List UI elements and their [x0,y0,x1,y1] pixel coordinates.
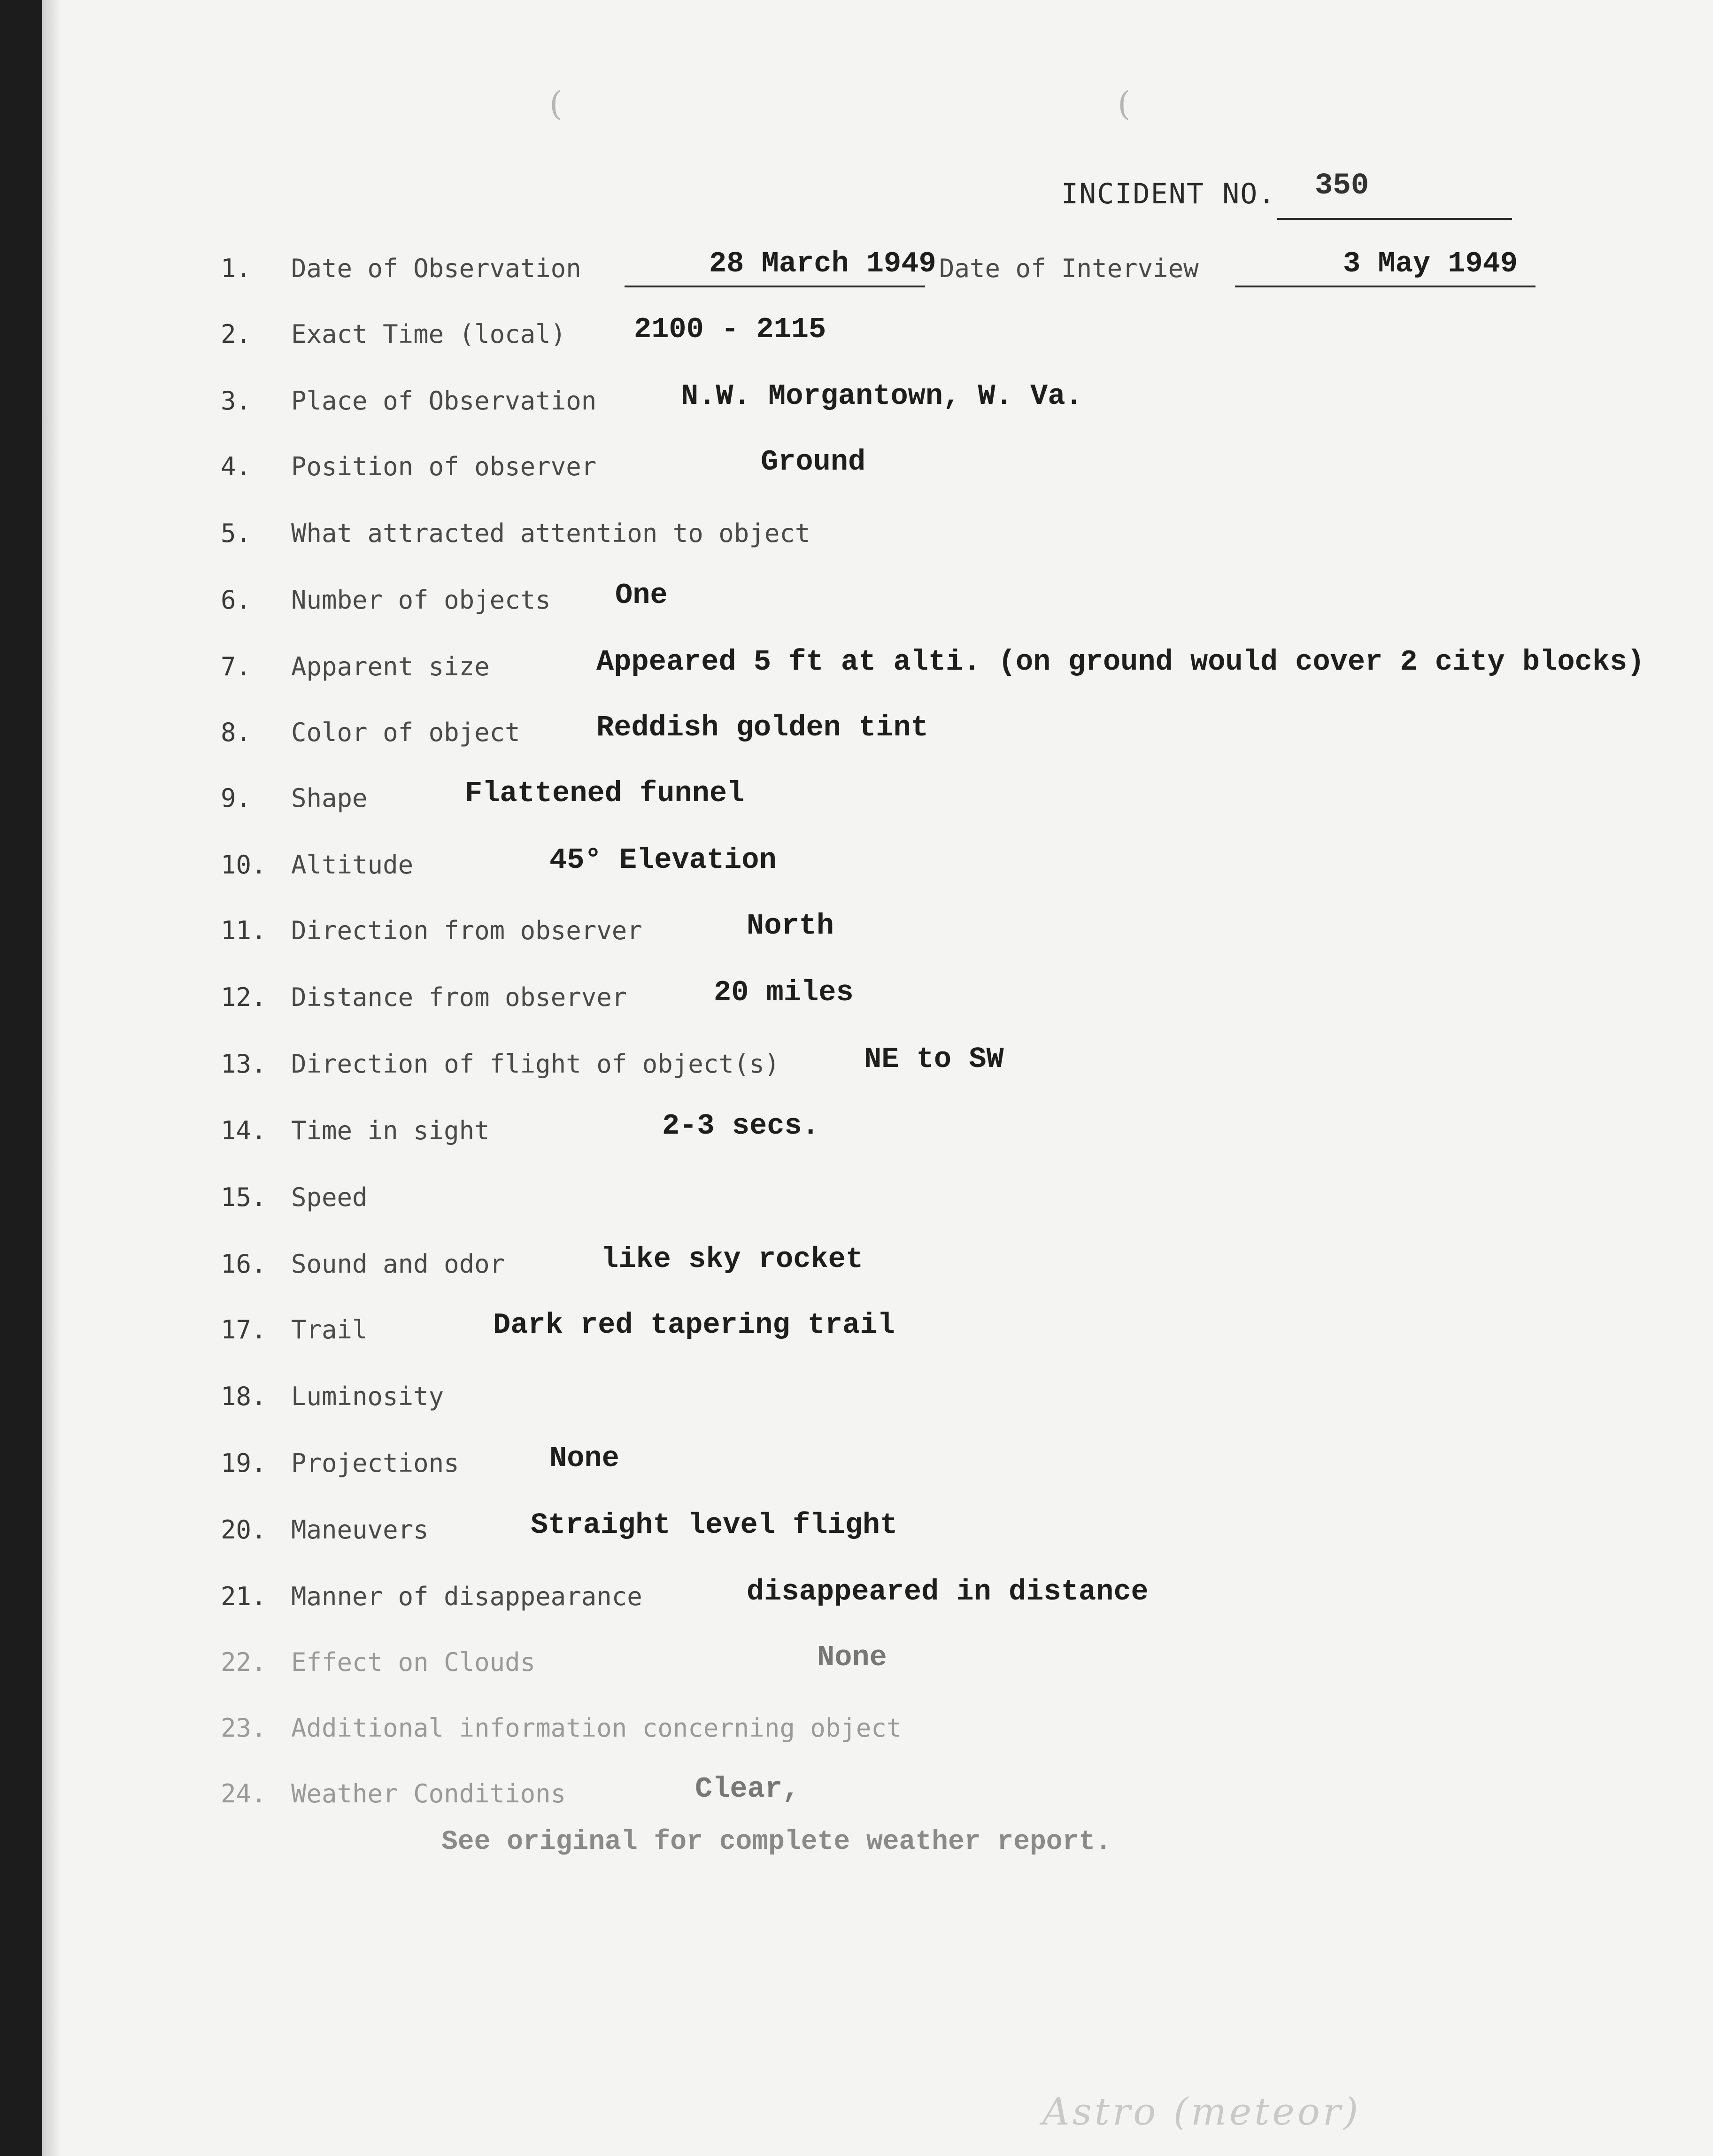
item-number: 12. [221,982,267,1012]
item-value: Appeared 5 ft at alti. (on ground would cover 2 city blocks) [596,645,1645,679]
item-value: North [747,909,834,943]
item-label: Manner of disappearance [291,1582,642,1611]
item-label: Position of observer [291,452,597,481]
incident-number: 350 [1277,169,1512,220]
form-row-4 [221,445,1676,499]
item-label: Maneuvers [291,1515,429,1545]
item-label: Color of object [291,718,520,747]
item-label-secondary: Date of Interview [939,254,1199,283]
item-label: Projections [291,1448,459,1478]
item-value: 2100 - 2115 [634,313,826,346]
item-value: Flattened funnel [465,777,745,810]
item-label: Additional information concerning object [291,1713,902,1743]
item-label: Weather Conditions [291,1779,566,1808]
item-number: 13. [221,1049,267,1079]
item-value: Straight level flight [531,1508,898,1542]
item-value: 2-3 secs. [662,1109,819,1143]
document-page [42,0,1713,2156]
form-row-8 [221,711,1676,765]
item-number: 16. [221,1249,267,1279]
item-label: Shape [291,783,368,813]
handwritten-annotation: Astro (meteor) [1042,2090,1361,2133]
item-value: like sky rocket [601,1243,864,1276]
item-number: 10. [221,850,267,880]
form-row-22 [221,1641,1676,1694]
item-label: Altitude [291,850,414,880]
form-row-20 [221,1508,1676,1562]
item-number: 18. [221,1382,267,1411]
form-row-15 [221,1182,1676,1229]
item-label: Time in sight [291,1116,490,1145]
item-label: Direction of flight of object(s) [291,1049,780,1079]
item-value: None [817,1641,887,1674]
item-value: None [549,1442,619,1475]
item-value: N.W. Morgantown, W. Va. [681,379,1083,413]
weather-footnote: See original for complete weather report. [441,1827,1112,1857]
item-number: 2. [221,319,252,349]
item-number: 5. [221,518,252,548]
form-row-6 [221,579,1676,632]
item-value: 45° Elevation [549,843,777,877]
item-label: Effect on Clouds [291,1647,536,1677]
item-label: Direction from observer [291,916,642,945]
item-value: 28 March 1949 [709,247,936,280]
item-number: 4. [221,452,252,481]
item-number: 23. [221,1713,267,1743]
item-value: disappeared in distance [747,1575,1149,1608]
item-number: 19. [221,1448,267,1478]
form-row-23 [221,1713,1676,1760]
item-number: 6. [221,585,252,615]
item-value: Ground [761,445,866,479]
item-label: Place of Observation [291,386,597,416]
item-number: 22. [221,1647,267,1677]
form-row-16 [221,1243,1676,1296]
item-number: 20. [221,1515,267,1545]
form-row-1 [221,247,1676,301]
item-label: Distance from observer [291,982,627,1012]
item-number: 14. [221,1116,267,1145]
item-number: 21. [221,1582,267,1611]
item-number: 9. [221,783,252,813]
item-label: Exact Time (local) [291,319,566,349]
form-row-11 [221,909,1676,963]
item-label: Apparent size [291,652,490,681]
item-value: Reddish golden tint [596,711,928,744]
stray-mark: ( [549,85,563,123]
form-row-21 [221,1575,1676,1629]
item-number: 24. [221,1779,267,1808]
item-value: Clear, [695,1772,800,1806]
item-label: Number of objects [291,585,551,615]
form-row-7 [221,645,1676,699]
item-number: 17. [221,1315,267,1345]
item-value: 20 miles [714,976,854,1009]
form-row-2 [221,313,1676,366]
form-row-19 [221,1442,1676,1495]
item-number: 1. [221,254,252,283]
stray-mark: ( [1118,85,1131,123]
form-row-17 [221,1308,1676,1362]
form-row-12 [221,976,1676,1029]
form-row-14 [221,1109,1676,1163]
item-number: 11. [221,916,267,945]
item-number: 8. [221,718,252,747]
item-value: One [615,579,668,612]
item-label: Speed [291,1182,368,1212]
form-row-9 [221,777,1676,830]
item-label: Date of Observation [291,254,581,283]
item-label: What attracted attention to object [291,518,810,548]
underline [1235,286,1536,287]
item-number: 3. [221,386,252,416]
underline [625,286,925,287]
form-row-3 [221,379,1676,433]
item-number: 7. [221,652,252,681]
form-row-24 [221,1772,1676,1826]
item-number: 15. [221,1182,267,1212]
form-row-18 [221,1382,1676,1429]
form-row-13 [221,1043,1676,1096]
form-row-10 [221,843,1676,897]
incident-label: INCIDENT NO. [1061,178,1276,210]
item-label: Luminosity [291,1382,444,1411]
item-value: NE to SW [864,1043,1004,1076]
item-value: Dark red tapering trail [493,1308,895,1342]
item-value-secondary: 3 May 1949 [1343,247,1518,280]
form-row-5 [221,518,1676,565]
item-label: Sound and odor [291,1249,505,1279]
item-label: Trail [291,1315,368,1345]
